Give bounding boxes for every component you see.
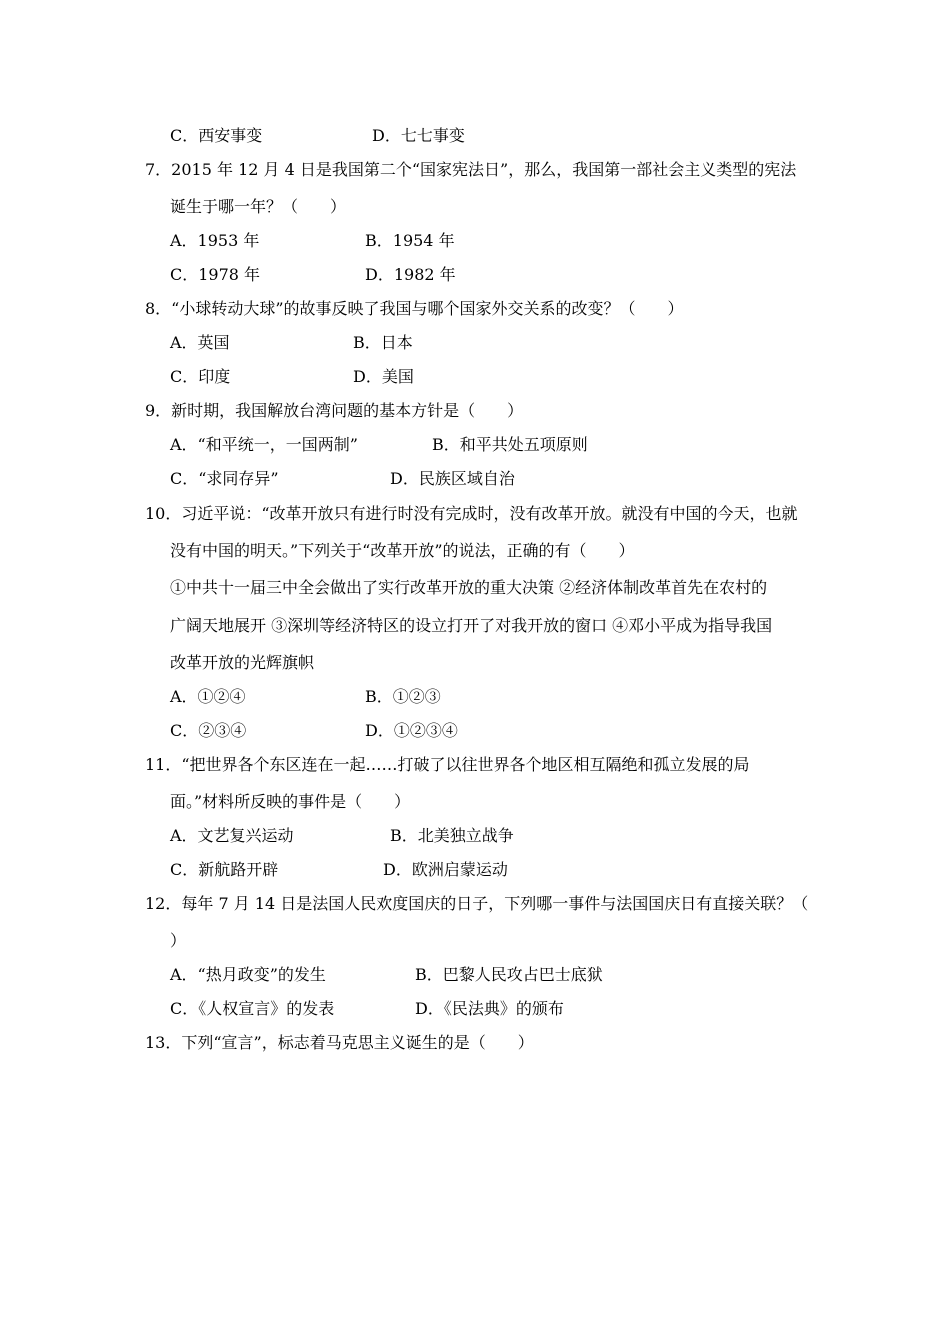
q12-option-a: A．“热月政变”的发生 <box>170 965 326 984</box>
q8-option-b: B．日本 <box>353 333 413 352</box>
q10-option-a: A．①②④ <box>170 687 246 706</box>
q10-option-d: D．①②③④ <box>365 721 458 740</box>
q11-stem-line2: 面。”材料所反映的事件是（ ） <box>170 792 411 811</box>
q12-option-c: C．《人权宣言》的发表 <box>170 999 335 1018</box>
q13-stem-line1: 13．下列“宣言”，标志着马克思主义诞生的是（ ） <box>145 1033 534 1052</box>
q9-option-d: D．民族区域自治 <box>390 469 515 488</box>
q11-stem-line1: 11．“把世界各个东区连在一起……打破了以往世界各个地区相互隔绝和孤立发展的局 <box>145 755 750 774</box>
q7-stem-line1: 7．2015 年 12 月 4 日是我国第二个“国家宪法日”，那么，我国第一部社会主义类型的宪法 <box>145 160 797 179</box>
q10-statement-line3: 改革开放的光辉旗帜 <box>170 653 315 672</box>
q6-option-c: C．西安事变 <box>170 126 263 145</box>
q7-option-c: C．1978 年 <box>170 265 261 284</box>
q8-option-a: A．英国 <box>170 333 230 352</box>
q8-option-c: C．印度 <box>170 367 231 386</box>
q10-statement-line1: ①中共十一届三中全会做出了实行改革开放的重大决策 ②经济体制改革首先在农村的 <box>170 578 768 597</box>
q7-option-a: A．1953 年 <box>170 231 260 250</box>
q6-option-d: D．七七事变 <box>372 126 465 145</box>
q12-stem-line2: ） <box>170 931 187 950</box>
q10-stem-line1: 10．习近平说：“改革开放只有进行时没有完成时，没有改革开放。就没有中国的今天，也就 <box>145 504 798 523</box>
q10-option-b: B．①②③ <box>365 687 441 706</box>
q11-option-c: C．新航路开辟 <box>170 860 279 879</box>
q10-statement-line2: 广阔天地展开 ③深圳等经济特区的设立打开了对我开放的窗口 ④邓小平成为指导我国 <box>170 616 773 635</box>
q7-option-b: B．1954 年 <box>365 231 455 250</box>
q11-option-a: A．文艺复兴运动 <box>170 826 294 845</box>
q8-option-d: D．美国 <box>353 367 414 386</box>
q7-stem-line2: 诞生于哪一年？（ ） <box>170 197 347 216</box>
q11-option-b: B．北美独立战争 <box>390 826 514 845</box>
q12-option-d: D．《民法典》的颁布 <box>415 999 564 1018</box>
q7-option-d: D．1982 年 <box>365 265 456 284</box>
q11-option-d: D．欧洲启蒙运动 <box>383 860 508 879</box>
q10-option-c: C．②③④ <box>170 721 247 740</box>
q10-stem-line2: 没有中国的明天。”下列关于“改革开放”的说法，正确的有（ ） <box>170 541 635 560</box>
q12-stem-line1: 12．每年 7 月 14 日是法国人民欢度国庆的日子，下列哪一事件与法国国庆日有直接关联？（ <box>145 894 809 913</box>
q12-option-b: B．巴黎人民攻占巴士底狱 <box>415 965 603 984</box>
q9-stem-line1: 9．新时期，我国解放台湾问题的基本方针是（ ） <box>145 401 524 420</box>
q8-stem-line1: 8．“小球转动大球”的故事反映了我国与哪个国家外交关系的改变？（ ） <box>145 299 684 318</box>
q9-option-c: C．“求同存异” <box>170 469 279 488</box>
q9-option-b: B．和平共处五项原则 <box>432 435 588 454</box>
q9-option-a: A．“和平统一，一国两制” <box>170 435 358 454</box>
